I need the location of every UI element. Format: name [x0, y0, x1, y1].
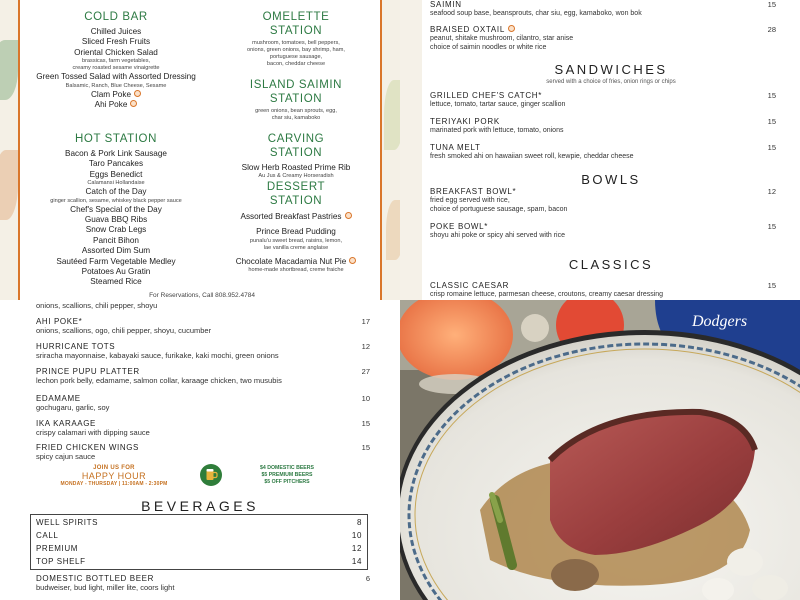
item-name: EDAMAME	[36, 394, 81, 403]
item-name: AHI POKE*	[36, 317, 83, 326]
deal-line: $5 OFF PITCHERS	[264, 479, 310, 485]
carving-heading: STATION	[269, 147, 323, 159]
menu-row-teriyaki-pork	[430, 117, 776, 135]
menu-row-pupu-platter	[36, 367, 370, 385]
item-price: 27	[361, 367, 370, 376]
item-name: TERIYAKI PORK	[430, 117, 500, 126]
mushroom	[551, 559, 599, 591]
item-name: BREAKFAST BOWL*	[430, 187, 517, 196]
menu-row-cut-off	[36, 301, 370, 310]
menu-item: Oriental Chicken Salad	[74, 47, 158, 57]
omelette-heading: STATION	[269, 25, 323, 37]
omelette-station-section	[216, 10, 376, 68]
leaf-decoration	[0, 40, 18, 100]
menu-item: Slow Herb Roasted Prime Rib	[241, 163, 351, 172]
menu-item: Assorted Breakfast Pastries	[216, 212, 376, 222]
item-description: crisp romaine lettuce, parmesan cheese, croutons, creamy caesar dressing	[430, 291, 664, 298]
item-description: budweiser, bud light, miller lite, coors light	[36, 583, 175, 592]
buffet-menu-card	[18, 0, 382, 300]
item-price: 15	[767, 281, 776, 290]
station-description: portuguese sausage,	[269, 54, 323, 60]
menu-item: Eggs Benedict	[89, 169, 143, 179]
item-description: peanut, shitake mushroom, cilantro, star anise	[430, 35, 574, 42]
pupus-beverages-panel	[0, 300, 400, 600]
item-name: FRIED CHICKEN WINGS	[36, 443, 139, 452]
item-description: fried egg served with rice,	[430, 197, 510, 204]
menu-row-saimin	[430, 0, 776, 18]
dessert-heading: STATION	[269, 195, 323, 207]
local-icon	[508, 25, 515, 32]
buffet-menu-panel	[0, 0, 400, 300]
cold-bar-heading: COLD BAR	[84, 11, 148, 23]
item-description: lechon pork belly, edamame, salmon collar, karaage chicken, two musubis	[36, 376, 282, 385]
item-description: onions, scallions, chili pepper, shoyu	[36, 301, 158, 310]
classics-heading: CLASSICS	[568, 257, 654, 272]
menu-item: Assorted Dim Sum	[81, 246, 151, 256]
item-name: CLASSIC CAESAR	[430, 281, 510, 290]
item-description: spicy cajun sauce	[36, 452, 96, 461]
spirits-box	[30, 514, 368, 570]
happy-hour-title: HAPPY HOUR	[81, 471, 147, 481]
item-name: PRINCE PUPU PLATTER	[36, 367, 140, 376]
item-name: BRAISED OXTAIL	[430, 25, 776, 34]
item-name: POKE BOWL*	[430, 222, 489, 231]
item-price: 15	[361, 419, 370, 428]
leaf-decoration	[0, 150, 18, 220]
item-price: 15	[361, 443, 370, 452]
leaf-decoration	[384, 80, 400, 150]
hot-station-heading: HOT STATION	[75, 133, 157, 145]
potato	[752, 575, 788, 600]
station-description: onions, green onions, bay shrimp, ham,	[247, 47, 345, 53]
carving-station-section	[216, 132, 376, 180]
menu-item-note: Au Jus & Creamy Horseradish	[258, 173, 334, 180]
menu-item: Sautéed Farm Vegetable Medley	[56, 256, 176, 266]
spirit-row: CALL 10	[36, 531, 362, 540]
spirit-row: TOP SHELF 14	[36, 557, 362, 566]
menu-item: Taro Pancakes	[88, 159, 144, 169]
menu-row-tuna-melt	[430, 143, 776, 161]
lunch-menu-page	[422, 0, 800, 300]
cold-bar-section	[28, 10, 204, 110]
spirit-row: PREMIUM 12	[36, 544, 362, 553]
menu-row-edamame	[36, 394, 370, 412]
item-price: 17	[361, 317, 370, 326]
sandwiches-subheading: served with a choice of fries, onion rings or chips	[546, 79, 676, 85]
deal-line: $4 DOMESTIC BEERS	[260, 465, 314, 471]
prime-rib-photo-panel	[400, 300, 800, 600]
item-description: fresh smoked ahi on hawaiian sweet roll, kewpie, cheddar cheese	[430, 153, 634, 160]
happy-hour-deals	[244, 465, 330, 486]
item-price: 15	[767, 0, 776, 9]
item-name: DOMESTIC BOTTLED BEER	[36, 574, 154, 583]
local-icon	[134, 90, 141, 97]
hot-station-section	[28, 132, 204, 288]
menu-item-note: punalu'u sweet bread, raisins, lemon,	[249, 237, 343, 244]
beer-mug-icon	[200, 464, 222, 486]
menu-row-hurricane-tots	[36, 342, 370, 360]
sandwiches-heading: SANDWICHES	[554, 62, 668, 77]
dessert-heading: DESSERT	[266, 181, 326, 193]
lunch-menu-panel	[400, 0, 800, 300]
item-description: sriracha mayonnaise, kabayaki sauce, furikake, kaki mochi, green onions	[36, 351, 279, 360]
item-description: gochugaru, garlic, soy	[36, 403, 110, 412]
dodgers-logo-text: Dodgers	[692, 313, 748, 330]
menu-item: Clam Poke	[28, 90, 204, 100]
charm-ornament	[521, 314, 549, 342]
item-description: marinated pork with lettuce, tomato, onions	[430, 127, 564, 134]
menu-row-ika-karaage	[36, 419, 370, 437]
local-icon	[130, 100, 137, 107]
item-name: TUNA MELT	[430, 143, 481, 152]
potato	[727, 548, 763, 576]
item-price: 15	[767, 143, 776, 152]
menu-item: Steamed Rice	[90, 277, 142, 287]
menu-row-poke-bowl	[430, 222, 776, 240]
item-description: choice of portuguese sausage, spam, bacon	[430, 206, 568, 213]
menu-row-oxtail	[430, 25, 776, 52]
station-description: mushroom, tomatoes, bell peppers,	[252, 40, 340, 46]
menu-item: Pancit Bihon	[93, 235, 139, 245]
item-price: 28	[767, 25, 776, 34]
item-description: seafood soup base, beansprouts, char siu, egg, kamaboko, won bok	[430, 10, 642, 17]
leaf-decoration	[386, 200, 400, 260]
menu-item: Sliced Fresh Fruits	[81, 37, 151, 47]
menu-row-domestic-beer	[36, 574, 370, 592]
item-price: 12	[361, 342, 370, 351]
happy-hour-time: MONDAY - THURSDAY | 11:00AM - 2:30PM	[60, 481, 168, 487]
menu-item-note: creamy roasted sesame vinaigrette	[72, 65, 160, 72]
saimin-heading: ISLAND SAIMIN	[249, 79, 343, 91]
menu-item-note: brassicas, farm vegetables,	[81, 58, 151, 65]
reservations-line: For Reservations, Call 808.952.4784	[149, 292, 255, 299]
menu-row-chicken-wings	[36, 443, 370, 461]
item-price: 15	[767, 222, 776, 231]
menu-row-ahi-poke	[36, 317, 370, 335]
menu-item: Guava BBQ Ribs	[84, 215, 148, 225]
item-description: onions, scallions, ogo, chili pepper, shoyu, cucumber	[36, 326, 212, 335]
happy-hour-block	[56, 465, 172, 487]
dessert-station-section	[216, 180, 376, 274]
item-description: choice of saimin noodles or white rice	[430, 44, 547, 51]
menu-item: Ahi Poke	[28, 100, 204, 110]
menu-item-note: home-made shortbread, creme fraiche	[248, 267, 344, 274]
item-description: lettuce, tomato, tartar sauce, ginger scallion	[430, 101, 566, 108]
saimin-station-section	[216, 78, 376, 122]
item-price: 15	[767, 117, 776, 126]
item-name: GRILLED CHEF'S CATCH*	[430, 91, 543, 100]
station-description: char siu, kamaboko	[271, 115, 321, 121]
menu-item: Chocolate Macadamia Nut Pie	[216, 257, 376, 267]
menu-item: Bacon & Pork Link Sausage	[65, 149, 167, 158]
menu-item: Snow Crab Legs	[85, 225, 147, 235]
happy-hour-label: JOIN US FOR	[93, 465, 135, 471]
item-price: 6	[365, 574, 370, 583]
menu-item-note: lae vanilla creme anglaise	[263, 244, 329, 251]
item-price: 10	[361, 394, 370, 403]
item-description: shoyu ahi poke or spicy ahi served with rice	[430, 232, 566, 239]
menu-item: Prince Bread Pudding	[256, 227, 336, 237]
item-name: HURRICANE TOTS	[36, 342, 116, 351]
carving-heading: CARVING	[267, 133, 325, 145]
menu-row-grilled-catch	[430, 91, 776, 109]
menu-item-note: Calamansi Hollandaise	[87, 180, 145, 187]
menu-item: Catch of the Day	[85, 187, 147, 197]
station-description: green onions, bean sprouts, egg,	[255, 108, 337, 114]
local-icon	[345, 212, 352, 219]
beverages-heading: BEVERAGES	[141, 498, 259, 514]
menu-item: Chilled Juices	[90, 27, 142, 36]
omelette-heading: OMELETTE	[262, 11, 330, 23]
menu-item-note: Balsamic, Ranch, Blue Cheese, Sesame	[65, 82, 167, 89]
saimin-heading: STATION	[269, 93, 323, 105]
menu-item: Chef's Special of the Day	[70, 204, 162, 214]
menu-row-caesar	[430, 281, 776, 299]
menu-item-note: ginger scallion, sesame, whiskey black pepper sauce	[50, 197, 182, 204]
item-description: crispy calamari with dipping sauce	[36, 428, 150, 437]
menu-item: Potatoes Au Gratin	[81, 267, 151, 277]
prime-rib-photo	[400, 300, 800, 600]
spirit-row: WELL SPIRITS 8	[36, 518, 362, 527]
bowls-heading: BOWLS	[581, 172, 641, 187]
item-name: SAIMIN	[430, 0, 462, 9]
item-price: 15	[767, 91, 776, 100]
item-price: 12	[767, 187, 776, 196]
station-description: bacon, cheddar cheese	[266, 61, 326, 67]
deal-line: $5 PREMIUM BEERS	[261, 472, 313, 478]
item-name: IKA KARAAGE	[36, 419, 96, 428]
menu-row-breakfast-bowl	[430, 187, 776, 214]
local-icon	[349, 257, 356, 264]
menu-item: Green Tossed Salad with Assorted Dressing	[36, 72, 196, 82]
